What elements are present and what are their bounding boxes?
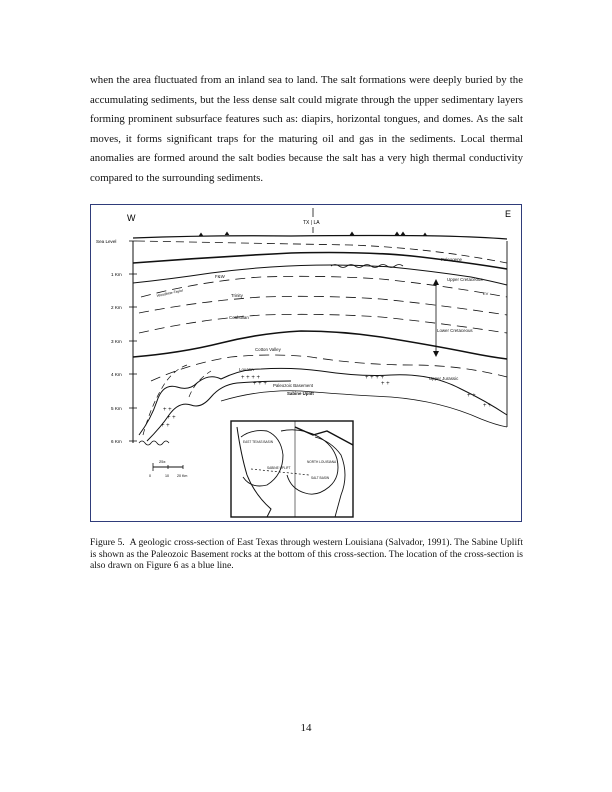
svg-text:+ + + +: + + + + — [241, 375, 261, 381]
scale-tick-0: 0 — [149, 474, 151, 478]
ground-surface — [133, 236, 507, 240]
cross-section-diagram — [91, 205, 523, 523]
inset-label-east-texas-basin: EAST TEXAS BASIN — [243, 440, 273, 444]
depth-label-4km: 4 Km — [111, 372, 122, 377]
depth-label-sea-level: Sea Level — [96, 239, 117, 244]
border-label: TX | LA — [303, 220, 320, 226]
label-paleogene: Paleogene — [441, 257, 462, 262]
depth-label-2km: 2 Km — [111, 305, 122, 310]
label-ev: EV — [483, 291, 489, 296]
inset-label-sabine-uplift: SABINE UPLIFT — [267, 466, 291, 470]
label-upper-cretaceous: Upper Cretaceous — [447, 277, 483, 282]
label-sabine-uplift: Sabine Uplift — [287, 391, 314, 396]
scale-bar — [149, 459, 187, 478]
label-paleozoic-basement: Paleozoic Basement — [273, 383, 314, 388]
figure-caption — [90, 537, 523, 572]
svg-text:+ +: + + — [381, 381, 390, 387]
vertical-exaggeration: 25x — [159, 459, 166, 464]
svg-text:+ + +: + + + — [253, 381, 267, 387]
svg-text:+ +: + + — [483, 403, 492, 409]
label-trinity: Trinity — [231, 293, 243, 298]
depth-label-6km: 6 Km — [111, 439, 122, 444]
inset-label-north-louisiana: NORTH LOUISIANA — [307, 460, 337, 464]
svg-text:+ +: + + — [161, 423, 170, 429]
west-label: W — [127, 213, 136, 223]
depth-axis — [96, 239, 137, 444]
caption-text: A geologic cross-section of East Texas through western Louisiana (Salvador, 1991). The Sabine Uplift is shown as the Paleozoic Basement rocks at the bottom of this cross-section. The location of the cross-section is also drawn on Figure 6 as a blue line. — [90, 537, 523, 572]
page-number: 14 — [300, 722, 312, 734]
depth-label-1km: 1 Km — [111, 272, 122, 277]
svg-text:+ +: + + — [467, 393, 476, 399]
label-woodbine: Woodbine-Taylor — [156, 288, 184, 298]
body-paragraph: when the area fluctuated from an inland sea to land. The salt formations were deeply buried by the accumulating sediments, but the less dense salt could migrate through the upper sedimentary layers forming prominent subsurface features such as: diapirs, horizontal tongues, and domes. As the salt moves, it forms significant traps for the maturing oil and gas in the sediments. Local thermal anomalies are formed around the salt bodies because the salt has a very high thermal conductivity compared to the surrounding sediments. — [90, 74, 523, 184]
label-fbw: F&W — [215, 274, 225, 279]
inset-location-map — [231, 421, 353, 517]
caption-label: Figure 5. — [90, 537, 125, 548]
label-upper-jurassic: Upper Jurassic — [429, 376, 459, 381]
scale-tick-20: 20 Km — [177, 474, 188, 478]
label-louann: Louann — [239, 367, 254, 372]
svg-text:+ +: + + — [163, 407, 172, 413]
inset-label-salt-basin: SALT BASIN — [311, 476, 330, 480]
figure-5-cross-section — [90, 204, 522, 522]
depth-label-5km: 5 Km — [111, 406, 122, 411]
svg-text:+ +: + + — [167, 415, 176, 421]
depth-label-3km: 3 Km — [111, 339, 122, 344]
svg-text:+ + + +: + + + + — [365, 375, 385, 381]
label-coahuilan: Coahuilan — [229, 315, 249, 320]
label-cotton-valley: Cotton Valley — [255, 347, 281, 352]
scale-tick-10: 10 — [165, 474, 169, 478]
label-lower-cretaceous: Lower Cretaceous — [437, 328, 473, 333]
east-label: E — [505, 209, 512, 219]
